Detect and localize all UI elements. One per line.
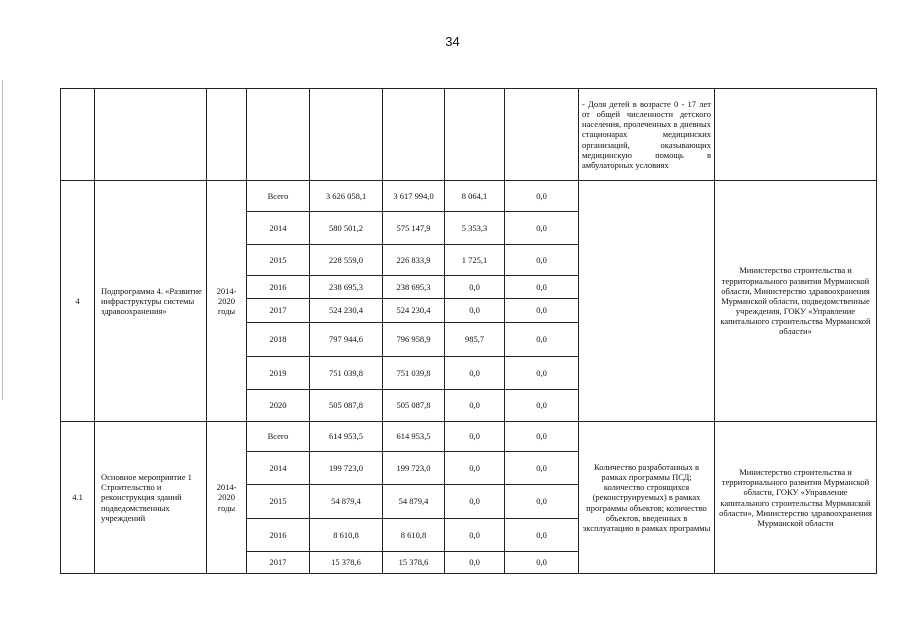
year-cell: 2015 — [247, 485, 310, 519]
value-cell: 0,0 — [445, 452, 505, 485]
total-cell: 54 879,4 — [310, 485, 383, 519]
value-cell: 0,0 — [505, 276, 579, 299]
value-cell: 505 087,8 — [383, 390, 445, 422]
cell-empty — [445, 89, 505, 181]
table-row — [61, 422, 877, 452]
value-cell: 0,0 — [445, 485, 505, 519]
value-cell: 524 230,4 — [383, 299, 445, 323]
cell-empty — [61, 89, 95, 181]
value-cell: 0,0 — [505, 552, 579, 574]
value-cell: 796 958,9 — [383, 323, 445, 357]
cell-empty — [207, 89, 247, 181]
total-cell: 238 695,3 — [310, 276, 383, 299]
year-cell: 2016 — [247, 276, 310, 299]
value-cell: 0,0 — [445, 552, 505, 574]
executors-cell: Министерство строительства и территориального развития Мурманской области, ГОКУ «Управление капитального строительства Мурманской области», Министерство здравоохранения Мурманской области — [715, 422, 877, 574]
section-number: 4.1 — [61, 422, 95, 574]
total-cell: 8 610,8 — [310, 519, 383, 552]
year-cell: 2019 — [247, 357, 310, 390]
value-cell: 0,0 — [445, 299, 505, 323]
section-period: 2014-2020 годы — [207, 422, 247, 574]
value-cell: 0,0 — [505, 323, 579, 357]
value-cell: 226 833,9 — [383, 245, 445, 276]
value-cell: 0,0 — [445, 519, 505, 552]
year-cell: 2018 — [247, 323, 310, 357]
scan-margin-line — [2, 80, 3, 400]
cell-empty — [383, 89, 445, 181]
section-name: Подпрограмма 4. «Развитие инфраструктуры системы здравоохранения» — [95, 181, 207, 422]
value-cell: 985,7 — [445, 323, 505, 357]
value-cell: 614 953,5 — [383, 422, 445, 452]
year-cell: Всего — [247, 181, 310, 212]
cell-empty — [310, 89, 383, 181]
total-cell: 3 626 058,1 — [310, 181, 383, 212]
value-cell: 0,0 — [445, 390, 505, 422]
value-cell: 0,0 — [505, 519, 579, 552]
year-cell: 2017 — [247, 552, 310, 574]
cell-empty — [247, 89, 310, 181]
total-cell: 15 378,6 — [310, 552, 383, 574]
table-row — [61, 181, 877, 212]
value-cell: 0,0 — [505, 212, 579, 245]
year-cell: 2020 — [247, 390, 310, 422]
indicator-cell: Количество разработанных в рамках программы ПСД; количество строящихся (реконструируемых) в рамках программы объектов; количество объектов, введенных в эксплуатацию в рамках программы — [579, 422, 715, 574]
executors-cell: Министерство строительства и территориального развития Мурманской области, Министерство здравоохранения Мурманской области, подведомственные учреждения, ГОКУ «Управление капитального строительства Мурманской области» — [715, 181, 877, 422]
value-cell: 8 610,8 — [383, 519, 445, 552]
year-cell: Всего — [247, 422, 310, 452]
value-cell: 0,0 — [445, 357, 505, 390]
value-cell: 0,0 — [505, 299, 579, 323]
value-cell: 0,0 — [445, 276, 505, 299]
cell-empty — [95, 89, 207, 181]
value-cell: 0,0 — [505, 452, 579, 485]
value-cell: 0,0 — [505, 390, 579, 422]
value-cell: 575 147,9 — [383, 212, 445, 245]
total-cell: 228 559,0 — [310, 245, 383, 276]
year-cell: 2016 — [247, 519, 310, 552]
total-cell: 505 087,8 — [310, 390, 383, 422]
value-cell: 3 617 994,0 — [383, 181, 445, 212]
value-cell: 0,0 — [445, 422, 505, 452]
value-cell: 0,0 — [505, 422, 579, 452]
value-cell: 199 723,0 — [383, 452, 445, 485]
year-cell: 2015 — [247, 245, 310, 276]
cell-empty — [715, 89, 877, 181]
program-table — [60, 88, 877, 574]
year-cell: 2017 — [247, 299, 310, 323]
value-cell: 1 725,1 — [445, 245, 505, 276]
section-number: 4 — [61, 181, 95, 422]
total-cell: 797 944,6 — [310, 323, 383, 357]
value-cell: 15 378,6 — [383, 552, 445, 574]
value-cell: 0,0 — [505, 245, 579, 276]
value-cell: 5 353,3 — [445, 212, 505, 245]
page-number: 34 — [445, 34, 460, 49]
value-cell: 8 064,1 — [445, 181, 505, 212]
total-cell: 751 039,8 — [310, 357, 383, 390]
section-name: Основное мероприятие 1 Строительство и реконструкция зданий подведомственных учреждений — [95, 422, 207, 574]
value-cell: 238 695,3 — [383, 276, 445, 299]
year-cell: 2014 — [247, 212, 310, 245]
indicator-cell — [579, 181, 715, 422]
indicator-cell: - Доля детей в возрасте 0 - 17 лет от общей численности детского населения, пролеченных в дневных стационарах медицинских организаций, оказывающих медицинскую помощь в амбулаторных условиях — [579, 89, 715, 181]
value-cell: 751 039,8 — [383, 357, 445, 390]
value-cell: 0,0 — [505, 485, 579, 519]
value-cell: 54 879,4 — [383, 485, 445, 519]
cell-empty — [505, 89, 579, 181]
value-cell: 0,0 — [505, 357, 579, 390]
continuation-row — [61, 89, 877, 181]
total-cell: 199 723,0 — [310, 452, 383, 485]
total-cell: 614 953,5 — [310, 422, 383, 452]
section-period: 2014-2020 годы — [207, 181, 247, 422]
year-cell: 2014 — [247, 452, 310, 485]
value-cell: 0,0 — [505, 181, 579, 212]
total-cell: 580 501,2 — [310, 212, 383, 245]
total-cell: 524 230,4 — [310, 299, 383, 323]
